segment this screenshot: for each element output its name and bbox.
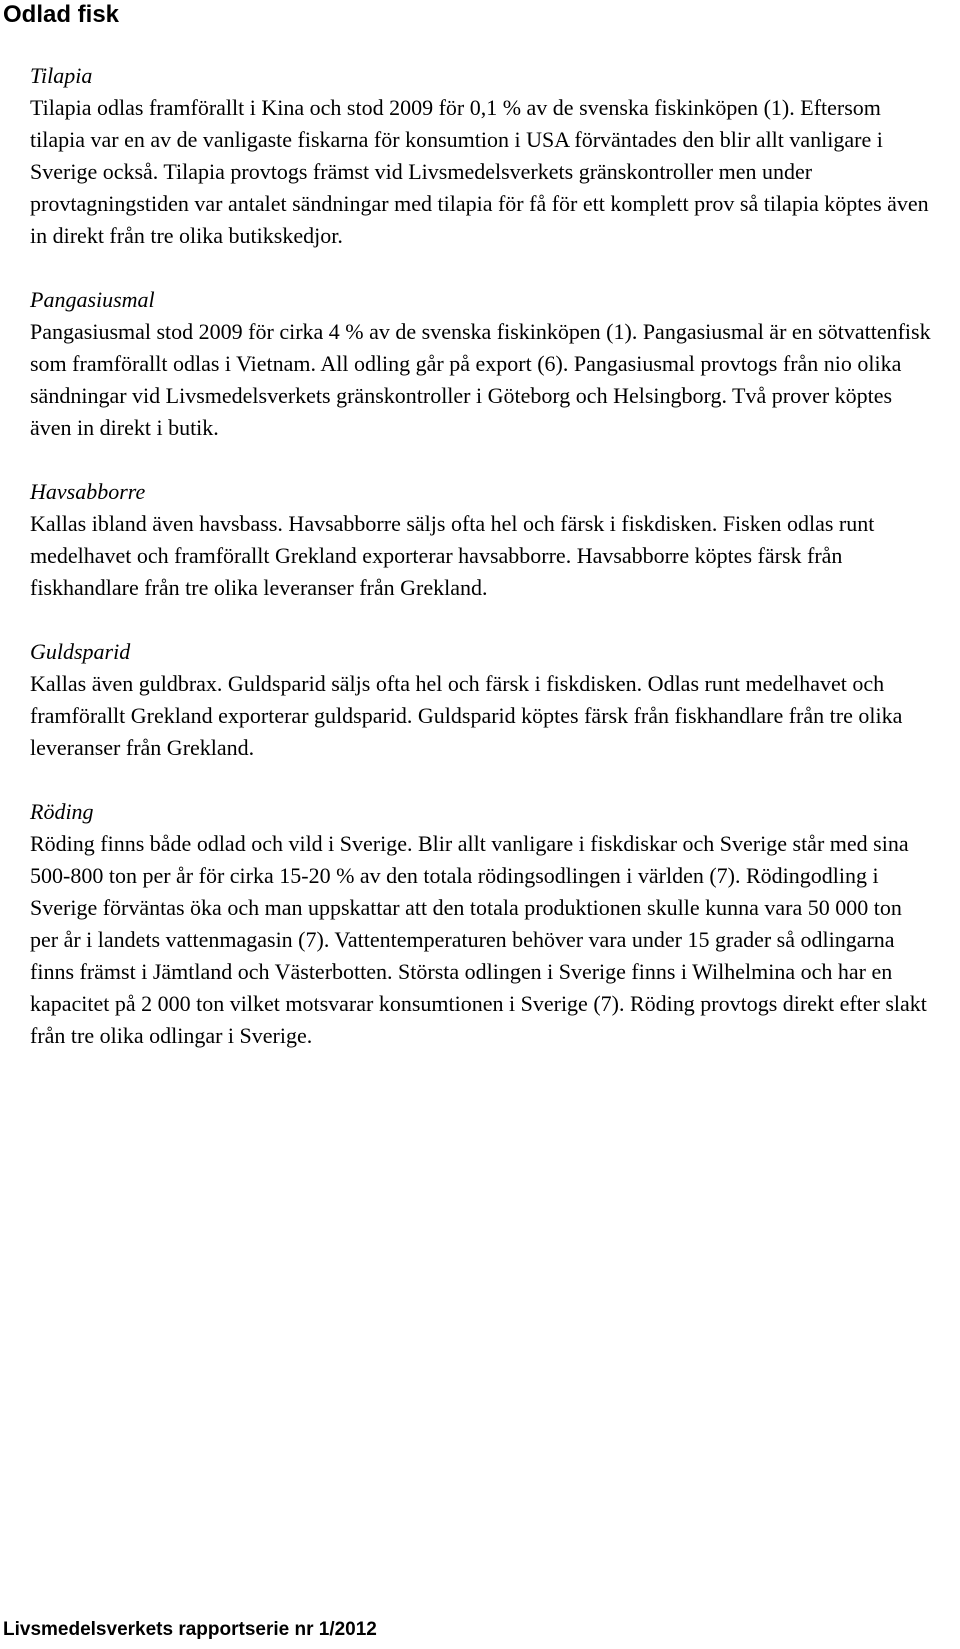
section-body-roding: Röding finns både odlad och vild i Sverige. Blir allt vanligare i fiskdiskar och Sverige står med sina 500-800 ton per år för cirka 15-20 % av den totala rödingsodlingen i världen (7). Rödingodling i Sverige förväntas öka och man uppskattar att den totala produktionen skulle kunna vara 50 000 ton per år i landets vattenmagasin (7). Vattentemperaturen behöver vara under 15 grader så odlingarna finns främst i Jämtland och Västerbotten. Största odlingen i Sverige finns i Wilhelmina och har en kapacitet på 2 000 ton vilket motsvarar konsumtionen i Sverige (7). Röding provtogs direkt efter slakt från tre olika odlingar i Sverige. [30,831,927,1048]
section-roding [30,796,935,1052]
section-body-pangasiusmal: Pangasiusmal stod 2009 för cirka 4 % av de svenska fiskinköpen (1). Pangasiusmal är en sötvattenfisk som framförallt odlas i Vietnam. All odling går på export (6). Pangasiusmal provtogs från nio olika sändningar vid Livsmedelsverkets gränskontroller i Göteborg och Helsingborg. Två prover köptes även in direkt i butik. [30,319,931,440]
section-heading-guldsparid: Guldsparid [30,639,131,664]
section-body-tilapia: Tilapia odlas framförallt i Kina och stod 2009 för 0,1 % av de svenska fiskinköpen (1). Eftersom tilapia var en av de vanligaste fiskarna för konsumtion i USA förväntades den blir allt vanligare i Sverige också. Tilapia provtogs främst vid Livsmedelsverkets gränskontroller men under provtagningstiden var antalet sändningar med tilapia för få för ett komplett prov så tilapia köptes även in direkt från tre olika butikskedjor. [30,95,929,248]
section-pangasiusmal [30,284,935,444]
section-guldsparid [30,636,935,764]
page-title: Odlad fisk [3,1,120,28]
section-havsabborre [30,476,935,604]
page-footer: Livsmedelsverkets rapportserie nr 1/2012 [3,1619,377,1640]
section-heading-tilapia: Tilapia [30,63,93,88]
section-heading-havsabborre: Havsabborre [30,479,146,504]
section-tilapia [30,60,935,252]
section-heading-pangasiusmal: Pangasiusmal [30,287,155,312]
section-heading-roding: Röding [30,799,94,824]
section-body-guldsparid: Kallas även guldbrax. Guldsparid säljs ofta hel och färsk i fiskdisken. Odlas runt medelhavet och framförallt Grekland exporterar guldsparid. Guldsparid köptes färsk från fiskhandlare från tre olika leveranser från Grekland. [30,671,903,760]
section-body-havsabborre: Kallas ibland även havsbass. Havsabborre säljs ofta hel och färsk i fiskdisken. Fisken odlas runt medelhavet och framförallt Grekland exporterar havsabborre. Havsabborre köptes färsk från fiskhandlare från tre olika leveranser från Grekland. [30,511,875,600]
document-content [30,60,935,1084]
